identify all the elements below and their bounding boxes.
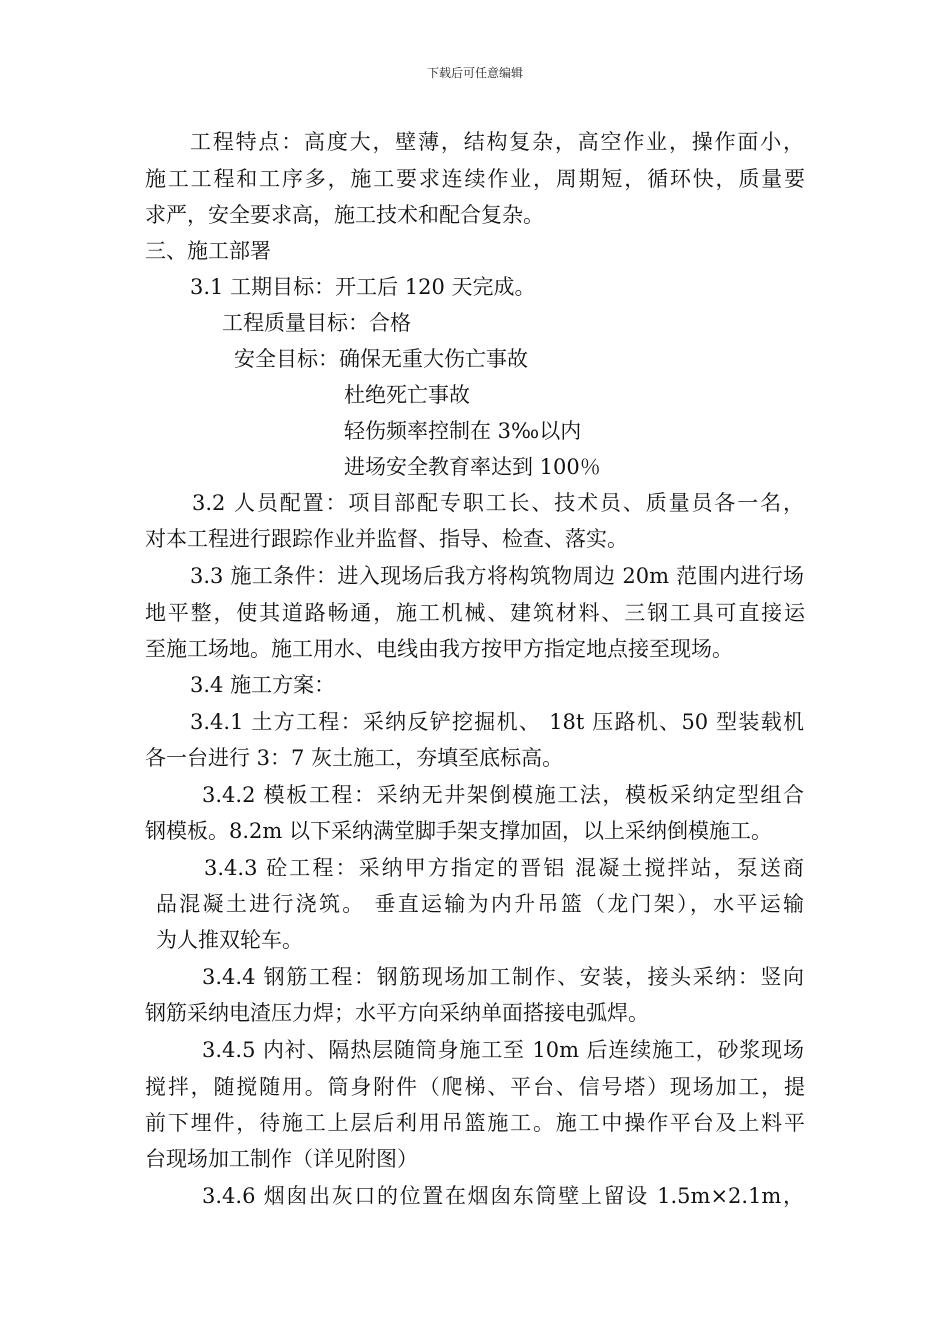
paragraph-line: 前下埋件，待施工上层后利用吊篮施工。施工中操作平台及上料平 [145,1111,805,1135]
page-header: 下载后可任意编辑 [426,66,523,80]
paragraph-line: 求严，安全要求高，施工技术和配合复杂。 [145,203,544,227]
paragraph-line: 3.2 人员配置：项目部配专职工长、技术员、质量员各一名， [192,491,804,515]
paragraph-line: 对本工程进行跟踪作业并监督、指导、检查、落实。 [145,527,628,551]
paragraph-line: 3.4.4 钢筋工程：钢筋现场加工制作、安装，接头采纳：竖向 [202,965,804,989]
paragraph-line: 杜绝死亡事故 [344,383,470,407]
paragraph-line: 3.4.5 内衬、隔热层随筒身施工至 10m 后连续施工，砂浆现场 [202,1038,804,1062]
paragraph-line: 进场安全教育率达到 100％ [344,455,601,479]
paragraph-line: 至施工场地。施工用水、电线由我方按甲方指定地点接至现场。 [145,637,733,661]
section-heading: 三、施工部署 [145,239,271,263]
paragraph-line: 安全目标：确保无重大伤亡事故 [234,347,528,371]
paragraph-line: 地平整，使其道路畅通，施工机械、建筑材料、三钢工具可直接运 [145,601,805,625]
paragraph-line: 3.4.6 烟囱出灰口的位置在烟囱东筒壁上留设 1.5m×2.1m， [202,1184,804,1208]
paragraph-line: 搅拌，随搅随用。筒身附件（爬梯、平台、信号塔）现场加工，提 [145,1075,805,1099]
paragraph-line: 施工工程和工序多，施工要求连续作业，周期短，循环快，质量要 [145,167,805,191]
paragraph-line: 3.1 工期目标：开工后 120 天完成。 [190,275,536,299]
paragraph-line: 为人推双轮车。 [156,928,303,952]
paragraph-line: 钢筋采纳电渣压力焊；水平方向采纳单面搭接电弧焊。 [145,1001,649,1025]
paragraph-line: 轻伤频率控制在 3‰以内 [344,419,582,443]
paragraph-line: 3.4.1 土方工程：采纳反铲挖掘机、 18t 压路机、50 型装载机 [190,710,804,734]
paragraph-line: 品混凝土进行浇筑。 垂直运输为内升吊篮（龙门架），水平运输 [156,892,804,916]
paragraph-line: 3.3 施工条件：进入现场后我方将构筑物周边 20m 范围内进行场 [190,564,804,588]
paragraph-line: 各一台进行 3：7 灰土施工，夯填至底标高。 [145,746,564,770]
paragraph-line: 钢模板。8.2m 以下采纳满堂脚手架支撑加固，以上采纳倒模施工。 [145,819,772,843]
paragraph-line: 工程特点：高度大，壁薄，结构复杂，高空作业，操作面小， [190,130,804,154]
paragraph-line: 台现场加工制作（详见附图） [145,1147,418,1171]
paragraph-line: 3.4.3 砼工程：采纳甲方指定的晋铝 混凝土搅拌站，泵送商 [204,856,804,880]
paragraph-line: 3.4.2 模板工程：采纳无井架倒模施工法，模板采纳定型组合 [202,783,804,807]
paragraph-line: 3.4 施工方案： [190,673,336,697]
paragraph-line: 工程质量目标：合格 [222,311,411,335]
